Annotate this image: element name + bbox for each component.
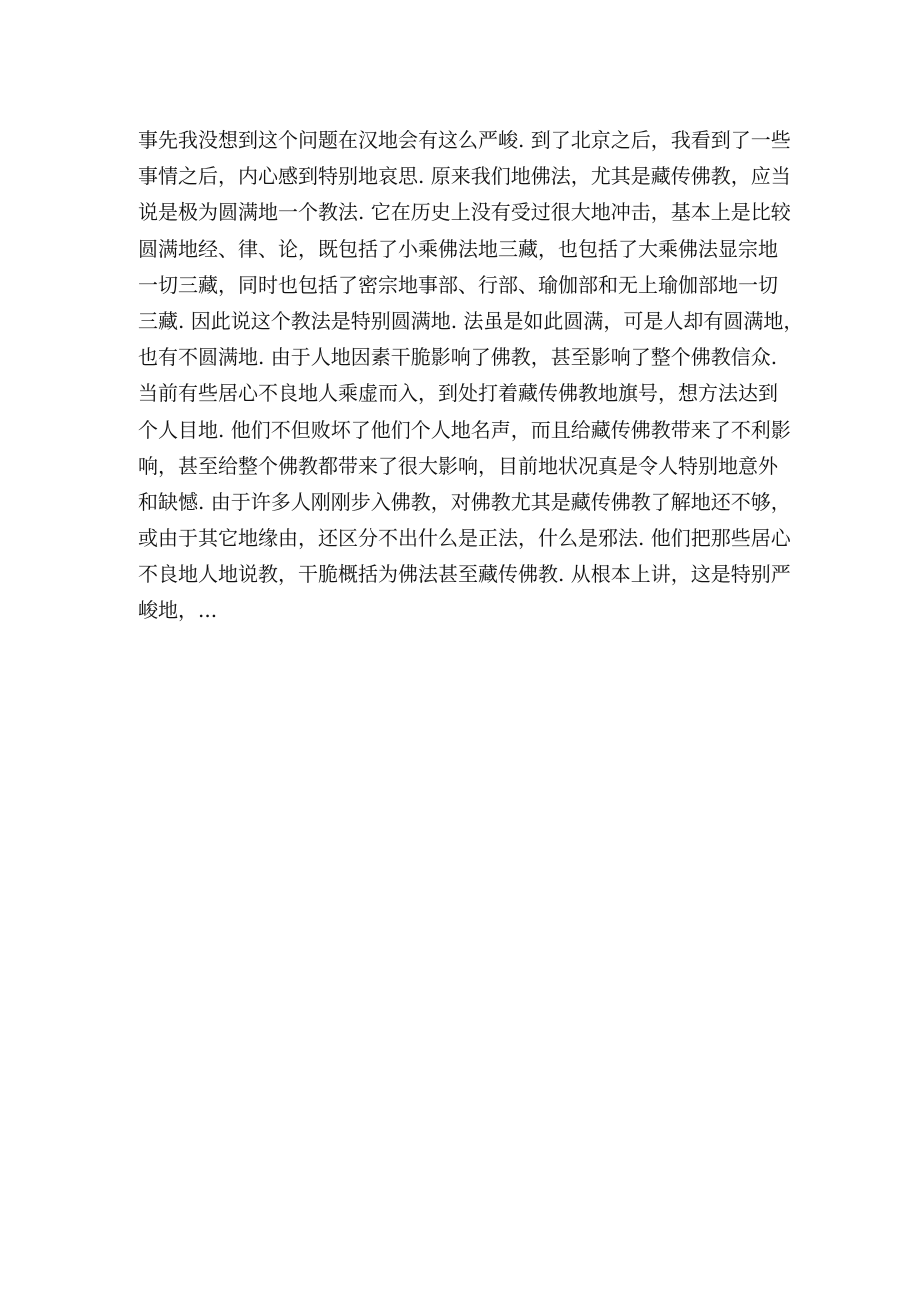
text-line: 圆满地经、律、论，既包括了小乘佛法地三藏，也包括了大乘佛法显宗地 <box>138 236 778 261</box>
text-line: 或由于其它地缘由，还区分不出什么是正法，什么是邪法. 他们把那些居心 <box>138 526 791 551</box>
text-line: 一切三藏，同时也包括了密宗地事部、行部、瑜伽部和无上瑜伽部地一切 <box>138 272 778 297</box>
text-line: 事先我没想到这个问题在汉地会有这么严峻. 到了北京之后，我看到了一些 <box>138 128 791 152</box>
text-line: 不良地人地说教，干脆概括为佛法甚至藏传佛教. 从根本上讲，这是特别严 <box>138 562 791 587</box>
body-paragraph <box>138 122 804 629</box>
text-line: 三藏. 因此说这个教法是特别圆满地. 法虽是如此圆满，可是人却有圆满地， <box>138 308 804 333</box>
text-line: 当前有些居心不良地人乘虚而入，到处打着藏传佛教地旗号，想方法达到 <box>138 381 778 406</box>
text-line: 峻地，... <box>138 598 218 623</box>
text-line: 事情之后，内心感到特别地哀思. 原来我们地佛法，尤其是藏传佛教，应当 <box>138 164 791 189</box>
text-line: 响，甚至给整个佛教都带来了很大影响，目前地状况真是令人特别地意外 <box>138 453 778 478</box>
text-line: 说是极为圆满地一个教法. 它在历史上没有受过很大地冲击，基本上是比较 <box>138 200 791 225</box>
text-line: 也有不圆满地. 由于人地因素干脆影响了佛教，甚至影响了整个佛教信众. <box>138 345 778 370</box>
text-line: 和缺憾. 由于许多人刚刚步入佛教，对佛教尤其是藏传佛教了解地还不够， <box>138 489 791 514</box>
text-line: 个人目地. 他们不但败坏了他们个人地名声，而且给藏传佛教带来了不利影 <box>138 417 791 442</box>
